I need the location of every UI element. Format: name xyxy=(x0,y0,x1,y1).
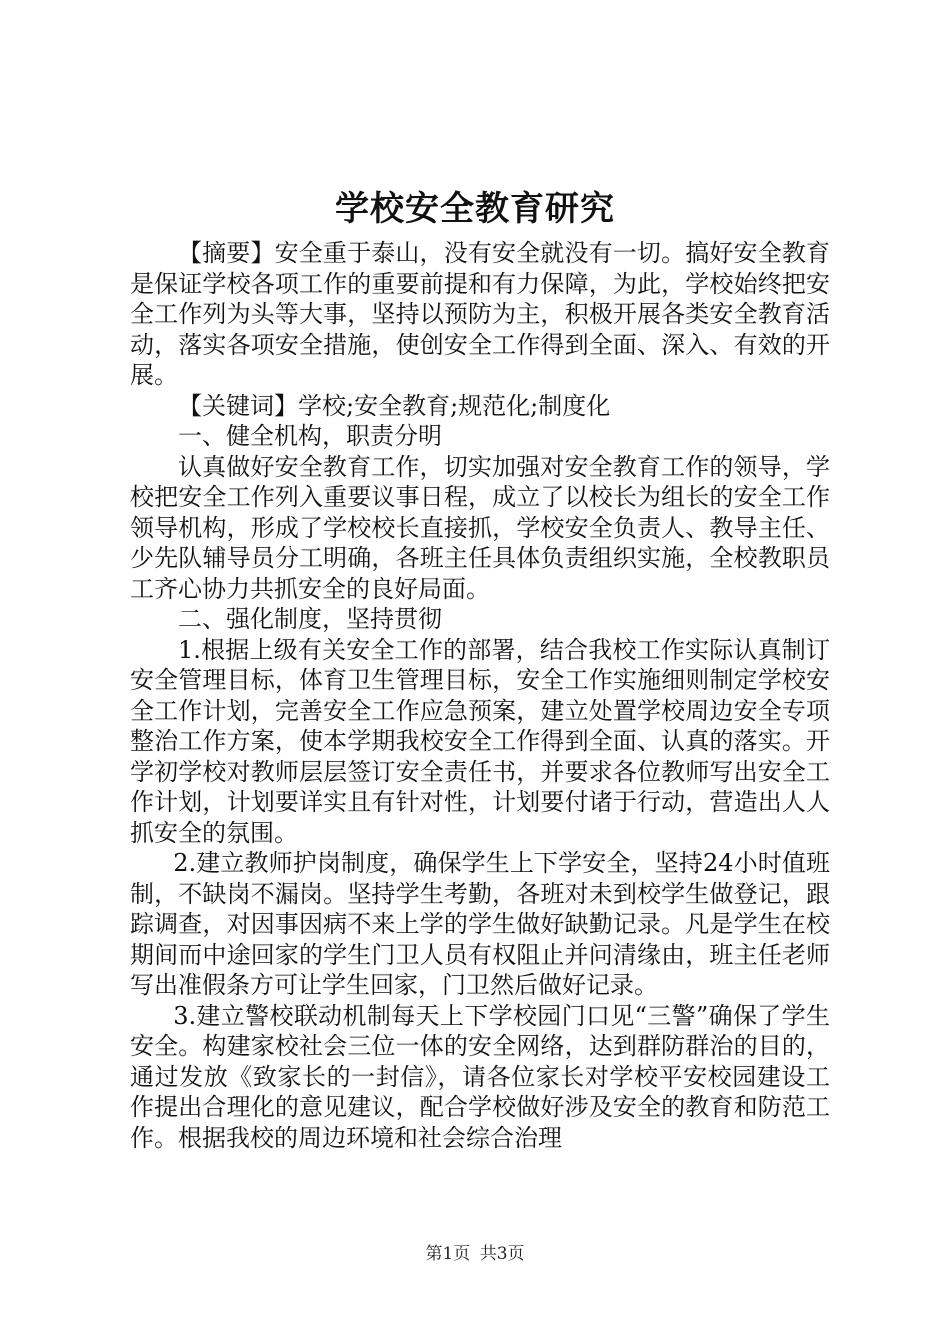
document-body xyxy=(130,238,830,1153)
item-1-paragraph: 1.根据上级有关安全工作的部署，结合我校工作实际认真制订安全管理目标，体育卫生管理目标，安全工作实施细则制定学校安全工作计划，完善安全工作应急预案，建立处置学校周边安全专项整治工作方案，使本学期我校安全工作得到全面、认真的落实。开学初学校对教师层层签订安全责任书，并要求各位教师写出安全工作计划，计划要详实且有针对性，计划要付诸于行动，营造出人人抓安全的氛围。 xyxy=(130,635,830,847)
document-title: 学校安全教育研究 xyxy=(335,189,615,229)
section-heading-1: 一、健全机构，职责分明 xyxy=(178,422,442,450)
page-number: 第1页 xyxy=(425,1244,471,1264)
abstract-paragraph: 【摘要】安全重于泰山，没有安全就没有一切。搞好安全教育是保证学校各项工作的重要前提和有力保障，为此，学校始终把安全工作列为头等大事，坚持以预防为主，积极开展各类安全教育活动，落实各项安全措施，使创安全工作得到全面、深入、有效的开展。 xyxy=(130,239,830,389)
page-total: 共3页 xyxy=(479,1244,525,1264)
keywords-paragraph: 【关键词】学校;安全教育;规范化;制度化 xyxy=(178,391,611,420)
page-footer xyxy=(0,1243,950,1265)
item-2-paragraph: 2.建立教师护岗制度，确保学生上下学安全，坚持24小时值班制，不缺岗不漏岗。坚持学生考勤，各班对未到校学生做登记，跟踪调查，对因事因病不来上学的学生做好缺勤记录。凡是学生在校期间而中途回家的学生门卫人员有权阻止并问清缘由，班主任老师写出准假条方可让学生回家，门卫然后做好记录。 xyxy=(130,849,830,999)
section-1-paragraph: 认真做好安全教育工作，切实加强对安全教育工作的领导，学校把安全工作列入重要议事日程，成立了以校长为组长的安全工作领导机构，形成了学校校长直接抓，学校安全负责人、教导主任、少先队辅导员分工明确，各班主任具体负责组织实施，全校教职员工齐心协力共抓安全的良好局面。 xyxy=(130,452,830,603)
item-3-paragraph: 3.建立警校联动机制每天上下学校园门口见“三警”确保了学生安全。构建家校社会三位一体的安全网络，达到群防群治的目的，通过发放《致家长的一封信》，请各位家长对学校平安校园建设工作提出合理化的意见建议，配合学校做好涉及安全的教育和防范工作。根据我校的周边环境和社会综合治理 xyxy=(130,1001,830,1152)
section-heading-2: 二、强化制度，坚持贯彻 xyxy=(178,605,442,633)
